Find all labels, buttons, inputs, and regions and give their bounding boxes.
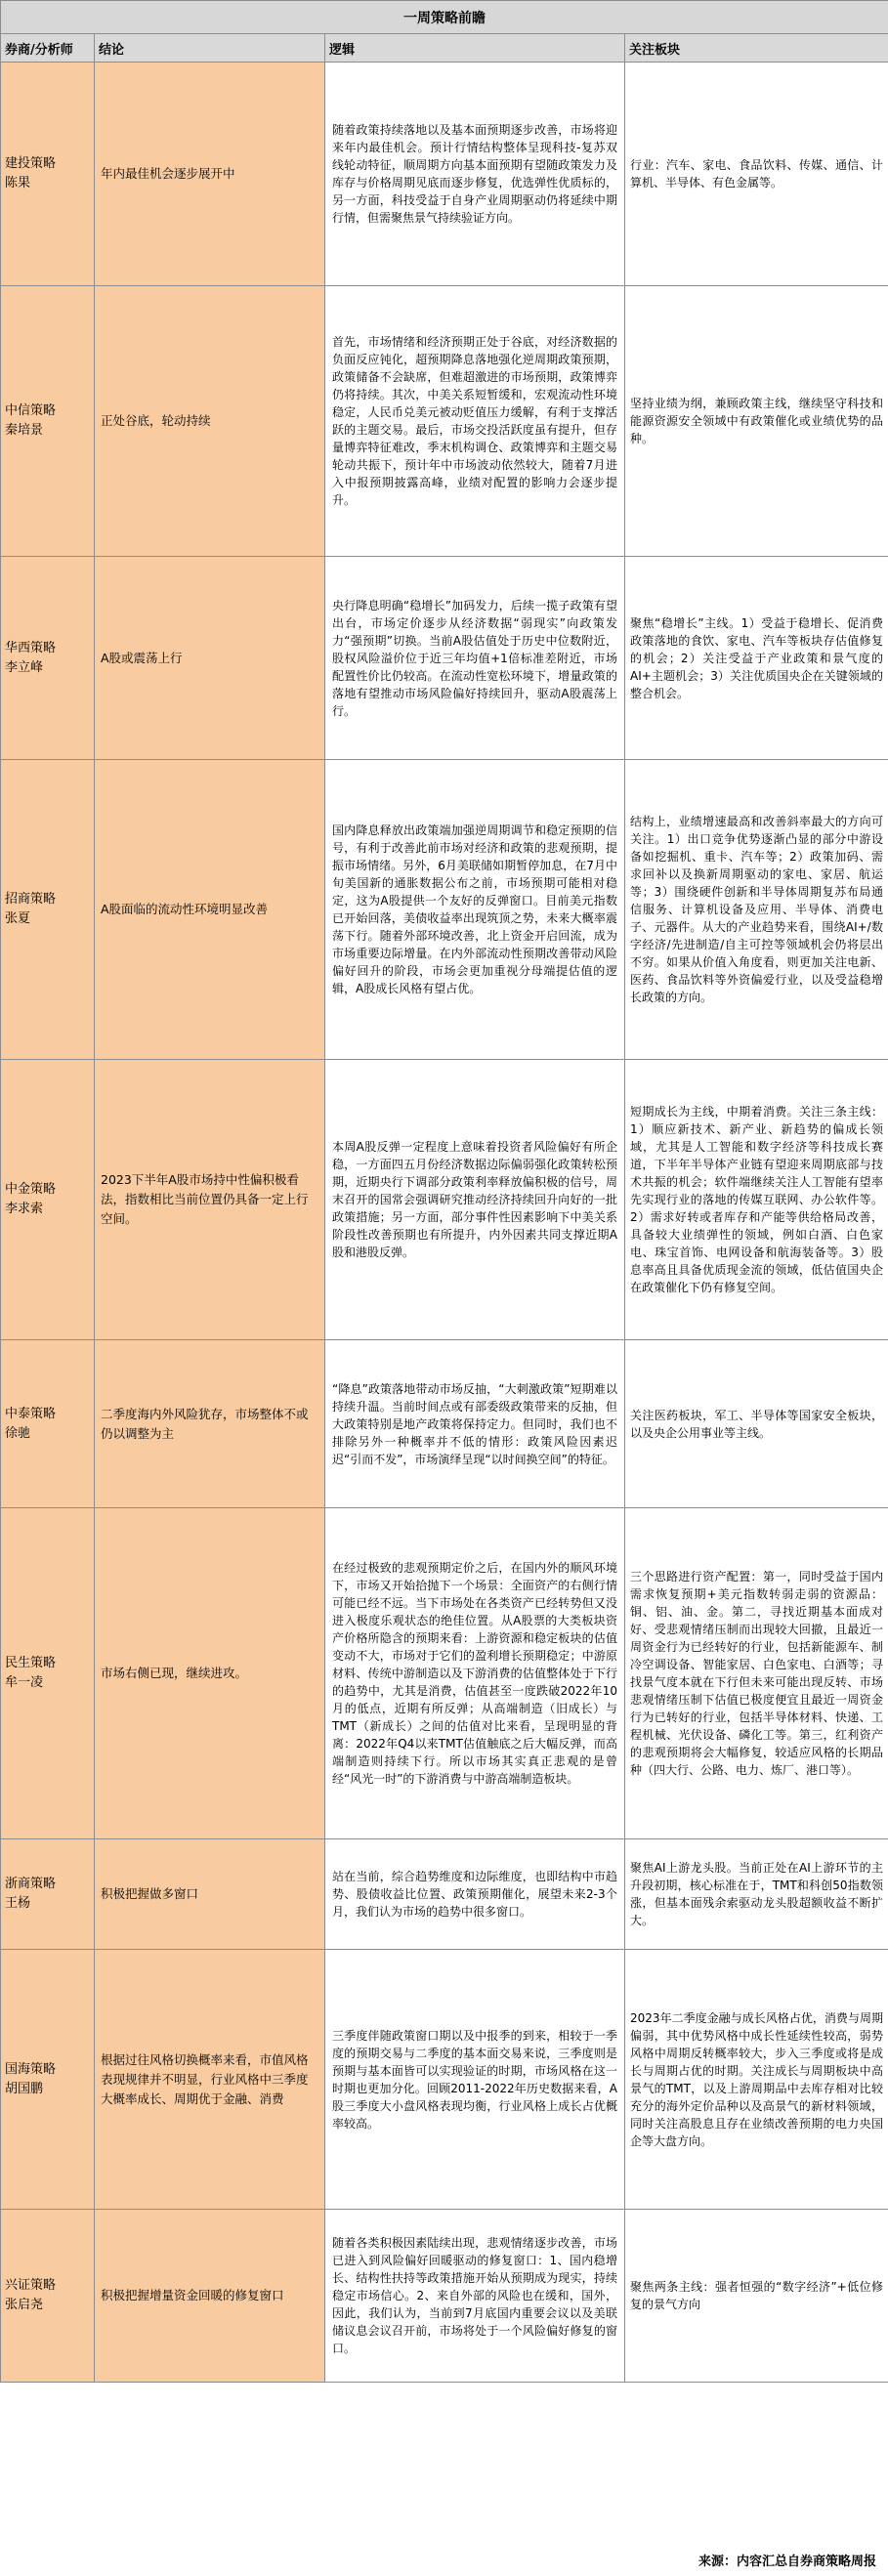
analyst-name: 李立峰 (5, 659, 44, 675)
broker-name: 中泰策略 (5, 1406, 57, 1421)
logic-cell: 站在当前，综合趋势维度和边际维度，也即结构中市趋势、股债收益比位置、政策预期催化，展望未来2-3个月，我们认为市场的趋势中很多窗口。 (325, 1839, 625, 1950)
broker-cell (1, 1340, 95, 1508)
broker-name: 招商策略 (5, 892, 57, 907)
broker-name: 国海策略 (5, 2061, 57, 2077)
sectors-cell: 短期成长为主线，中期着消费。关注三条主线：1）顺应新技术、新产业、新趋势的偏成长领域，尤其是人工智能和数字经济等科技成长赛道，下半年半导体产业链有望迎来周期底部与技术共振的机会；软件端继续关注人工智能有望率先实现行业的落地的传媒互联网、办公软件等。2）需求好转或者库存和产能等供给格局改善，具备较大业绩弹性的领域，例如白酒、白色家电、珠宝首饰、电网设备和航海装备等。3）股息率高且具备优质现金流的领域，低估值国央企在政策催化下仍有修复空间。 (625, 1060, 888, 1340)
logic-cell: 随着政策持续落地以及基本面预期逐步改善，市场将迎来年内最佳机会。预计行情结构整体呈现科技-复苏双线轮动特征，顺周期方向基本面预期有望随政策发力及库存与价格周期见底而逐步修复，优选弹性优质标的，另一方面，科技受益于自身产业周期驱动仍将延续中期行情，但需聚焦景气持续验证方向。 (325, 63, 625, 286)
header-conclusion: 结论 (95, 34, 325, 63)
conclusion-cell: A股面临的流动性环境明显改善 (95, 760, 325, 1060)
table-row (1, 557, 888, 760)
header-sectors: 关注板块 (625, 34, 888, 63)
analyst-name: 秦培景 (5, 423, 44, 438)
analyst-name: 李求索 (5, 1202, 44, 1216)
broker-cell (1, 1839, 95, 1950)
logic-cell: 三季度伴随政策窗口期以及中报季的到来，相较于一季度的预期交易与二季度的基本面交易来说，三季度则是预期与基本面皆可以实现验证的时期，市场风格在这一时期也更加分化。回顾2011-2022年历史数据来看，A股三季度大小盘风格表现均衡，行业风格上成长占优概率较高。 (325, 1950, 625, 2210)
analyst-name: 徐驰 (5, 1425, 31, 1441)
sectors-cell: 关注医药板块，军工、半导体等国家安全板块，以及央企公用事业等主线。 (625, 1340, 888, 1508)
broker-cell (1, 557, 95, 760)
sectors-cell: 行业：汽车、家电、食品饮料、传媒、通信、计算机、半导体、有色金属等。 (625, 63, 888, 286)
sectors-cell: 三个思路进行资产配置：第一，同时受益于国内需求恢复预期+美元指数转弱走弱的资源品：铜、铝、油、金。第二，寻找近期基本面成对好、受悲观情绪压制而出现较大回撤，且最近一周资金行为已经转好的行业，包括新能源车、制冷空调设备、智能家居、白色家电、白酒等；寻找景气度本就在下行但未来可能出现反转、市场悲观情绪压制下估值已极度便宜且最近一周资金行为已转好的行业，包括半导体材料、快递、工程机械、光伏设备、磷化工等。第三，红利资产的悲观预期将会大幅修复，较适应风格的长期品种（四大行、公路、电力、炼厂、港口等）。 (625, 1508, 888, 1839)
header-logic: 逻辑 (325, 34, 625, 63)
table-row (1, 2210, 888, 2383)
table-row (1, 1839, 888, 1950)
sectors-cell: 坚持业绩为纲，兼顾政策主线，继续坚守科技和能源资源安全领域中有政策催化或业绩优势的品种。 (625, 286, 888, 557)
table-row (1, 1950, 888, 2210)
broker-name: 民生策略 (5, 1656, 57, 1670)
analyst-name: 陈果 (5, 176, 31, 190)
conclusion-cell: 正处谷底，轮动持续 (95, 286, 325, 557)
sectors-cell: 聚焦“稳增长”主线。1）受益于稳增长、促消费政策落地的食饮、家电、汽车等板块存估值修复的机会；2）关注受益于产业政策和景气度的AI+主题机会；3）关注优质国央企在关键领域的整合机会。 (625, 557, 888, 760)
table-row (1, 63, 888, 286)
source-note: 来源：内容汇总自券商策略周报 (698, 2555, 876, 2569)
table-row (1, 1508, 888, 1839)
table-row (1, 760, 888, 1060)
conclusion-cell: 积极把握增量资金回暖的修复窗口 (95, 2210, 325, 2383)
sectors-cell: 结构上，业绩增速最高和改善斜率最大的方向可关注。1）出口竞争优势逐渐凸显的部分中游设备如挖掘机、重卡、汽车等；2）政策加码、需求回补以及换新周期驱动的家电、家居、航运等；3）围绕硬件创新和半导体周期复苏布局通信服务、计算机设备及应用、半导体、消费电子、元器件。从大的产业趋势来看，围绕AI+/数字经济/先进制造/自主可控等领域机会仍将层出不穷。如果从价值入角度看，则更加关注电新、医药、食品饮料等外资偏爱行业，以及受益稳增长政策的方向。 (625, 760, 888, 1060)
broker-cell (1, 63, 95, 286)
broker-cell (1, 2210, 95, 2383)
sectors-cell: 聚焦AI上游龙头股。当前正处在AI上游环节的主升段初期，核心标准在于，TMT和科创50指数领涨，但基本面残余索驱动龙头股超额收益不断扩大。 (625, 1839, 888, 1950)
conclusion-cell: 根据过往风格切换概率来看，市值风格表现规律并不明显，行业风格中三季度大概率成长、周期优于金融、消费 (95, 1950, 325, 2210)
header-row (1, 34, 888, 63)
broker-name: 中金策略 (5, 1182, 57, 1197)
logic-cell: 央行降息明确“稳增长”加码发力，后续一揽子政策有望出台，市场定价逐步从经济数据“弱现实”向政策发力“强预期”切换。当前A股估值处于历史中位数附近，股权风险溢价位于近三年均值+1倍标准差附近，市场配置性价比仍较高。在流动性宽松环境下，增量政策的落地有望推动市场风险偏好持续回升，驱动A股震荡上行。 (325, 557, 625, 760)
logic-cell: 本周A股反弹一定程度上意味着投资者风险偏好有所企稳，一方面四五月份经济数据边际偏弱强化政策转松预期，近期央行下调部分政策利率释放偏积极的信号，周末召开的国常会强调研究推动经济持续回升向好的一批政策措施；另一方面，部分事件性因素影响下中美关系阶段性改善预期也有所提升，内外因素共同支撑近期A股和港股反弹。 (325, 1060, 625, 1340)
analyst-name: 胡国鹏 (5, 2081, 44, 2096)
conclusion-cell: 年内最佳机会逐步展开中 (95, 63, 325, 286)
logic-cell: 随着各类积极因素陆续出现，悲观情绪逐步改善，市场已进入到风险偏好回暖驱动的修复窗口：1、国内稳增长、结构性扶持等政策措施开始从预期成为现实，持续稳定市场信心。2、来自外部的风险也在缓和，国外，因此，我们认为，当前到7月底国内重要会议以及美联储议息会议召开前，市场将处于一个风险偏好修复的窗口。 (325, 2210, 625, 2383)
header-broker: 券商/分析师 (1, 34, 95, 63)
broker-cell (1, 1508, 95, 1839)
broker-cell (1, 760, 95, 1060)
table-title: 一周策略前瞻 (1, 1, 888, 34)
analyst-name: 牟一凌 (5, 1675, 44, 1690)
analyst-name: 王杨 (5, 1896, 31, 1911)
logic-cell: 国内降息释放出政策端加强逆周期调节和稳定预期的信号，有利于改善此前市场对经济和政策的悲观预期，提振市场情绪。另外，6月美联储如期暂停加息，在7月中旬美国新的通胀数据公布之前，市场预期可能相对稳定，这为A股提供一个友好的反弹窗口。目前美元指数已开始回落，美债收益率出现筑顶之势，未来大概率震荡下行。随着外部环境改善，北上资金开启回流，成为市场重要边际增量。在内外部流动性预期改善带动风险偏好回升的阶段，市场会更加重视分母端提估值的逻辑，A股成长风格有望占优。 (325, 760, 625, 1060)
table-row (1, 286, 888, 557)
table-row (1, 1060, 888, 1340)
broker-name: 华西策略 (5, 640, 57, 655)
conclusion-cell: 2023下半年A股市场持中性偏积极看法，指数相比当前位置仍具备一定上行空间。 (95, 1060, 325, 1340)
conclusion-cell: 积极把握做多窗口 (95, 1839, 325, 1950)
logic-cell: 在经过极致的悲观预期定价之后，在国内外的顺风环境下，市场又开始拾抛下一个场景：全面资产的右侧行情可能已经不远。当下市场处在各类资产已经转势但又没进入极度乐观状态的绝佳位置。从A股票的大类板块资产价格所隐含的预期来看：上游资源和稳定板块的估值变动不大，市场对于它们的盈利增长预期稳定；中游原材料、传统中游制造以及下游消费的估值整体处于下行的趋势中，尤其是消费，估值甚至一度跌破2022年10月的低点，近期有所反弹；从高端制造（旧成长）与TMT（新成长）之间的估值对比来看，呈现明显的背离：2022年Q4以来TMT估值触底之后大幅反弹，而高端制造则持续下行。所以市场其实真正悲观的是曾经“风光一时”的下游消费与中游高端制造板块。 (325, 1508, 625, 1839)
broker-name: 浙商策略 (5, 1877, 57, 1891)
logic-cell: 首先，市场情绪和经济预期正处于谷底，对经济数据的负面反应钝化，超预期降息落地强化逆周期政策预期，政策储备不会缺席，但难超激进的市场预期，政策博弈仍将持续。其次，中美关系短暂缓和，宏观流动性环境稳定，人民币兑美元被动贬值压力缓解，有利于支撑活跃的主题交易。最后，市场交投活跃度虽有提升，但存量博弈特征难改，季末机构调仓、政策博弈和主题交易轮动共振下，预计年中市场波动依然较大，随着7月进入中报预期披露高峰，业绩对配置的影响力会逐步提升。 (325, 286, 625, 557)
analyst-name: 张启尧 (5, 2298, 44, 2312)
sectors-cell: 2023年二季度金融与成长风格占优，消费与周期偏弱，其中优势风格中成长性延续性较高，弱势风格中周期反转概率较大，步入三季度或将是成长与周期占优的时期。关注成长与周期板块中高景气的TMT，以及上游周期品中去库存相对比较充分的海外定价品种以及高景气的新材料领域，同时关注高股息且存在业绩改善预期的电力央国企等大盘方向。 (625, 1950, 888, 2210)
broker-name: 兴证策略 (5, 2278, 57, 2293)
conclusion-cell: 市场右侧已现，继续进攻。 (95, 1508, 325, 1839)
conclusion-cell: A股或震荡上行 (95, 557, 325, 760)
conclusion-cell: 二季度海内外风险犹存，市场整体不或仍以调整为主 (95, 1340, 325, 1508)
broker-name: 建投策略 (5, 156, 57, 171)
broker-cell (1, 1060, 95, 1340)
logic-cell: “降息”政策落地带动市场反抽，“大刺激政策”短期难以持续升温。当前时间点或有部委级政策带来的反抽，但大政策特别是地产政策将保持定力。但同时，我们也不排除另外一种概率并不低的情形：政策风险因素迟迟“引而不发”，市场演绎呈现“以时间换空间”的特征。 (325, 1340, 625, 1508)
analyst-name: 张夏 (5, 911, 31, 926)
broker-cell (1, 1950, 95, 2210)
sectors-cell: 聚焦两条主线：强者恒强的“数字经济”+低位修复的景气方向 (625, 2210, 888, 2383)
broker-cell (1, 286, 95, 557)
broker-name: 中信策略 (5, 403, 57, 418)
table-row (1, 1340, 888, 1508)
